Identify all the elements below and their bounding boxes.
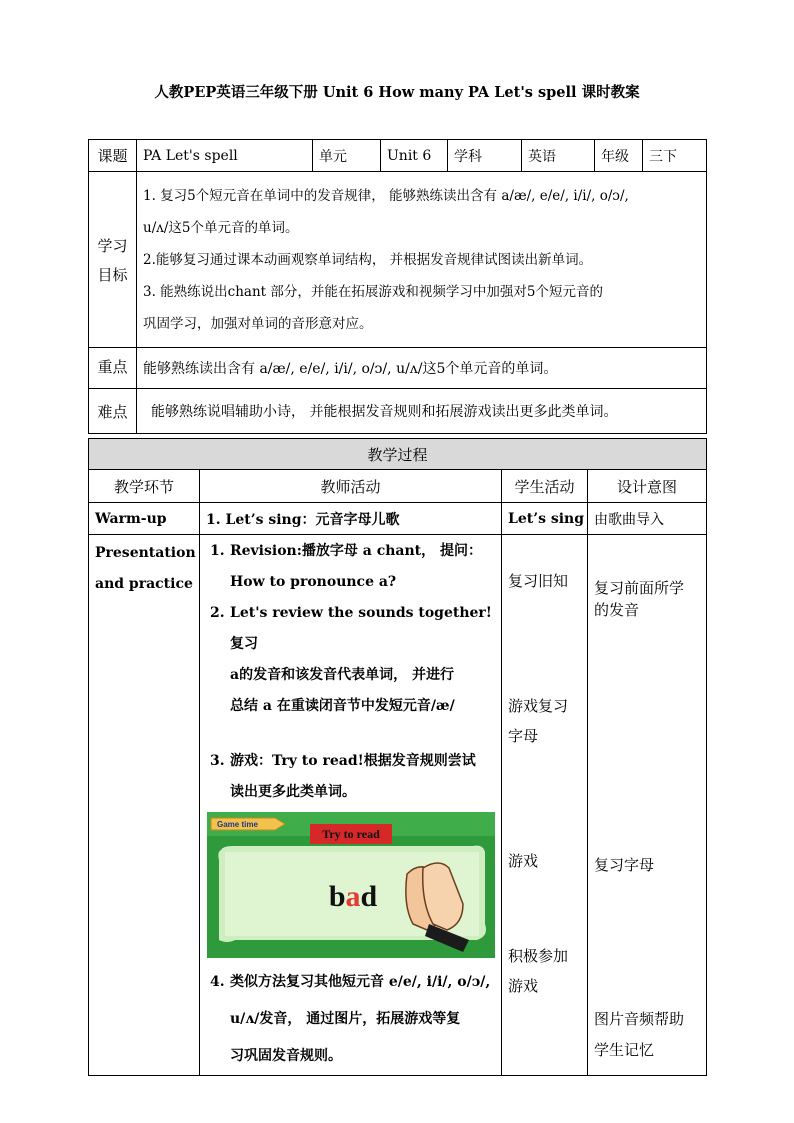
objective-line: 1. 复习5个短元音在单词中的发音规律， 能够熟练读出含有 a/æ/, e/e/, i/i/, o/ᴐ/, <box>143 187 629 204</box>
objectives-label: 学习 目标 <box>89 172 137 348</box>
teaching-process-table <box>88 438 707 1076</box>
step-4: 4. 类似方法复习其他短元音 e/e/, i/i/, o/ᴐ/, u/ʌ/发音， 通过图片，拓展游戏等复 习巩固发音规则。 <box>210 974 491 1064</box>
header-stage: 教学环节 <box>89 470 200 503</box>
warmup-stage: Warm-up <box>89 503 200 535</box>
warmup-student: Let’s sing <box>502 503 588 535</box>
info-row-objectives <box>89 172 707 348</box>
unit-label: 单元 <box>313 140 381 172</box>
key-point-value: 能够熟练读出含有 a/æ/, e/e/, i/i/, o/ᴐ/, u/ʌ/这5个单元音的单词。 <box>137 348 707 389</box>
objective-line: 巩固学习，加强对单词的音形意对应。 <box>143 315 373 332</box>
step-3: 3. 游戏：Try to read!根据发音规则尝试 读出更多此类单词。 Game time Try to read bad <box>230 746 495 958</box>
document-title: 人教PEP英语三年级下册 Unit 6 How many PA Let's spell 课时教案 <box>154 84 640 101</box>
key-point-label: 重点 <box>89 348 137 389</box>
try-to-read-game-image <box>207 812 495 958</box>
step-1: 1. Revision:播放字母 a chant， 提问： How to pronounce a? <box>210 543 482 590</box>
process-header-row <box>89 470 707 503</box>
unit-value: Unit 6 <box>381 140 448 172</box>
info-row-difficult <box>89 389 707 434</box>
objective-line: 3. 能熟练说出chant 部分，并能在拓展游戏和视频学习中加强对5个短元音的 <box>143 283 603 300</box>
subject-value: 英语 <box>522 140 595 172</box>
header-student-activity: 学生活动 <box>502 470 588 503</box>
presentation-intent: 复习前面所学 的发音 复习字母 图片音频帮助 学生记忆 <box>588 535 707 1076</box>
difficult-point-label: 难点 <box>89 389 137 434</box>
warmup-intent: 由歌曲导入 <box>588 503 707 535</box>
objective-line: 2.能够复习通过课本动画观察单词结构， 并根据发音规律试图读出新单词。 <box>143 251 593 268</box>
presentation-student: 复习旧知 游戏复习 字母 游戏 积极参加 游戏 <box>502 535 588 1076</box>
warmup-teacher: 1. Let’s sing：元音字母儿歌 <box>200 503 502 535</box>
step-2: 2. Let's review the sounds together!复习 a的发音和该发音代表单词， 并进行 总结 a 在重读闭音节中发短元音/æ/ <box>210 605 492 714</box>
info-row-key <box>89 348 707 389</box>
header-design-intent: 设计意图 <box>588 470 707 503</box>
difficult-point-value: 能够熟练说唱辅助小诗， 并能根据发音规则和拓展游戏读出更多此类单词。 <box>137 389 707 434</box>
lesson-info-table <box>88 139 707 434</box>
game-word: bad <box>328 880 378 913</box>
process-title-row <box>89 439 707 470</box>
warmup-row <box>89 503 707 535</box>
objectives-content <box>137 172 707 348</box>
process-section-title: 教学过程 <box>89 439 707 470</box>
grade-label: 年级 <box>595 140 643 172</box>
subject-label: 学科 <box>448 140 522 172</box>
topic-label: 课题 <box>89 140 137 172</box>
objective-line: u/ʌ/这5个单元音的单词。 <box>143 219 299 236</box>
try-to-read-sign: Try to read <box>322 827 380 841</box>
presentation-teacher <box>200 535 502 1076</box>
topic-value: PA Let's spell <box>137 140 313 172</box>
presentation-stage: Presentation and practice <box>89 535 200 1076</box>
grade-value: 三下 <box>643 140 707 172</box>
header-teacher-activity: 教师活动 <box>200 470 502 503</box>
presentation-row <box>89 535 707 1076</box>
info-row-topic <box>89 140 707 172</box>
game-time-tag: Game time <box>217 820 258 829</box>
